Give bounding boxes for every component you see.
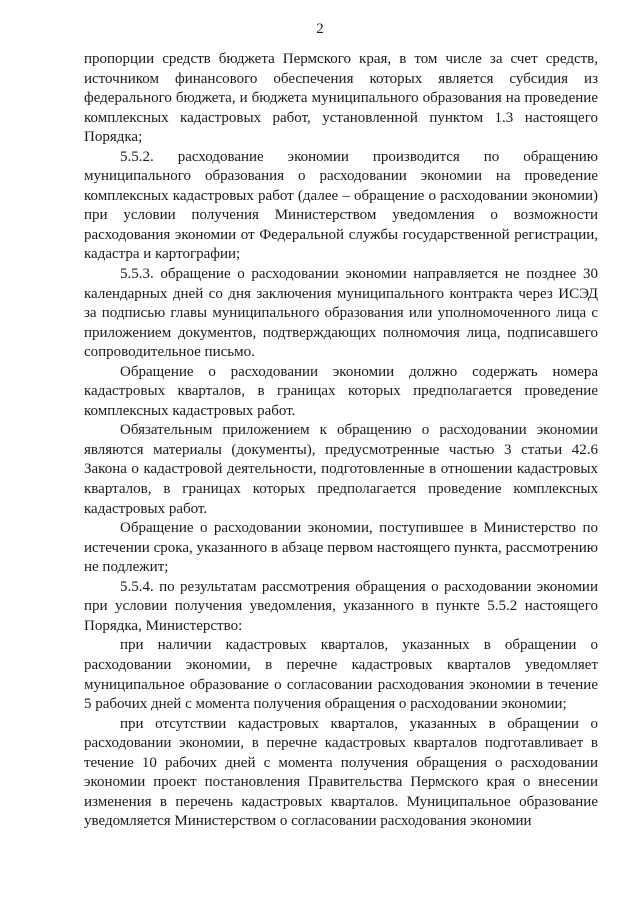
paragraph-quarters-present: при наличии кадастровых кварталов, указанных в обращении о расходовании экономии, в перечне кадастровых кварталов уведомляет муниципальное образование о согласовании расходования экономии в течение 5 рабочих дней с момента получения обращения о расходовании экономии; <box>84 637 598 713</box>
paragraph-5-5-4: 5.5.4. по результатам рассмотрения обращения о расходовании экономии при условии получения уведомления, указанного в пункте 5.5.2 настоящего Порядка, Министерство: <box>84 578 598 634</box>
paragraph-cadastral-quarters: Обращение о расходовании экономии должно содержать номера кадастровых кварталов, в границах которых предполагается проведение комплексных кадастровых работ. <box>84 363 598 419</box>
paragraph-continuation: пропорции средств бюджета Пермского края, в том числе за счет средств, источником финансового обеспечения которых является субсидия из федерального бюджета, и бюджета муниципального образования на проведение комплексных кадастровых работ, установленной пунктом 1.3 настоящего Порядка; <box>84 51 598 146</box>
paragraph-late-application: Обращение о расходовании экономии, поступившее в Министерство по истечении срока, указанного в абзаце первом настоящего пункта, рассмотрению не подлежит; <box>84 520 598 576</box>
paragraph-mandatory-attachment: Обязательным приложением к обращению о расходовании экономии являются материалы (документы), предусмотренные частью 3 статьи 42.6 Закона о кадастровой деятельности, подготовленные в отношении кадастровых кварталов, в границах которых предполагается проведение комплексных кадастровых работ. <box>84 422 598 517</box>
page-number: 2 <box>316 21 324 37</box>
paragraph-quarters-absent: при отсутствии кадастровых кварталов, указанных в обращении о расходовании экономии, в перечне кадастровых кварталов подготавливает в течение 10 рабочих дней с момента получения обращения о расходовании экономии проект постановления Правительства Пермского края о внесении изменения в перечень кадастровых кварталов. Муниципальное образование уведомляется Министерством о согласовании расходования экономии <box>84 715 598 830</box>
paragraph-5-5-2: 5.5.2. расходование экономии производится по обращению муниципального образования о расходовании экономии на проведение комплексных кадастровых работ (далее – обращение о расходовании экономии) при условии получения Министерством уведомления о возможности расходования экономии от Федеральной службы государственной регистрации, кадастра и картографии; <box>84 148 598 263</box>
paragraph-5-5-3: 5.5.3. обращение о расходовании экономии направляется не позднее 30 календарных дней со дня заключения муниципального контракта через ИСЭД за подписью главы муниципального образования или уполномоченного лица с приложением документов, подтверждающих полномочия лица, подписавшего сопроводительное письмо. <box>84 266 598 361</box>
document-body <box>84 50 598 832</box>
